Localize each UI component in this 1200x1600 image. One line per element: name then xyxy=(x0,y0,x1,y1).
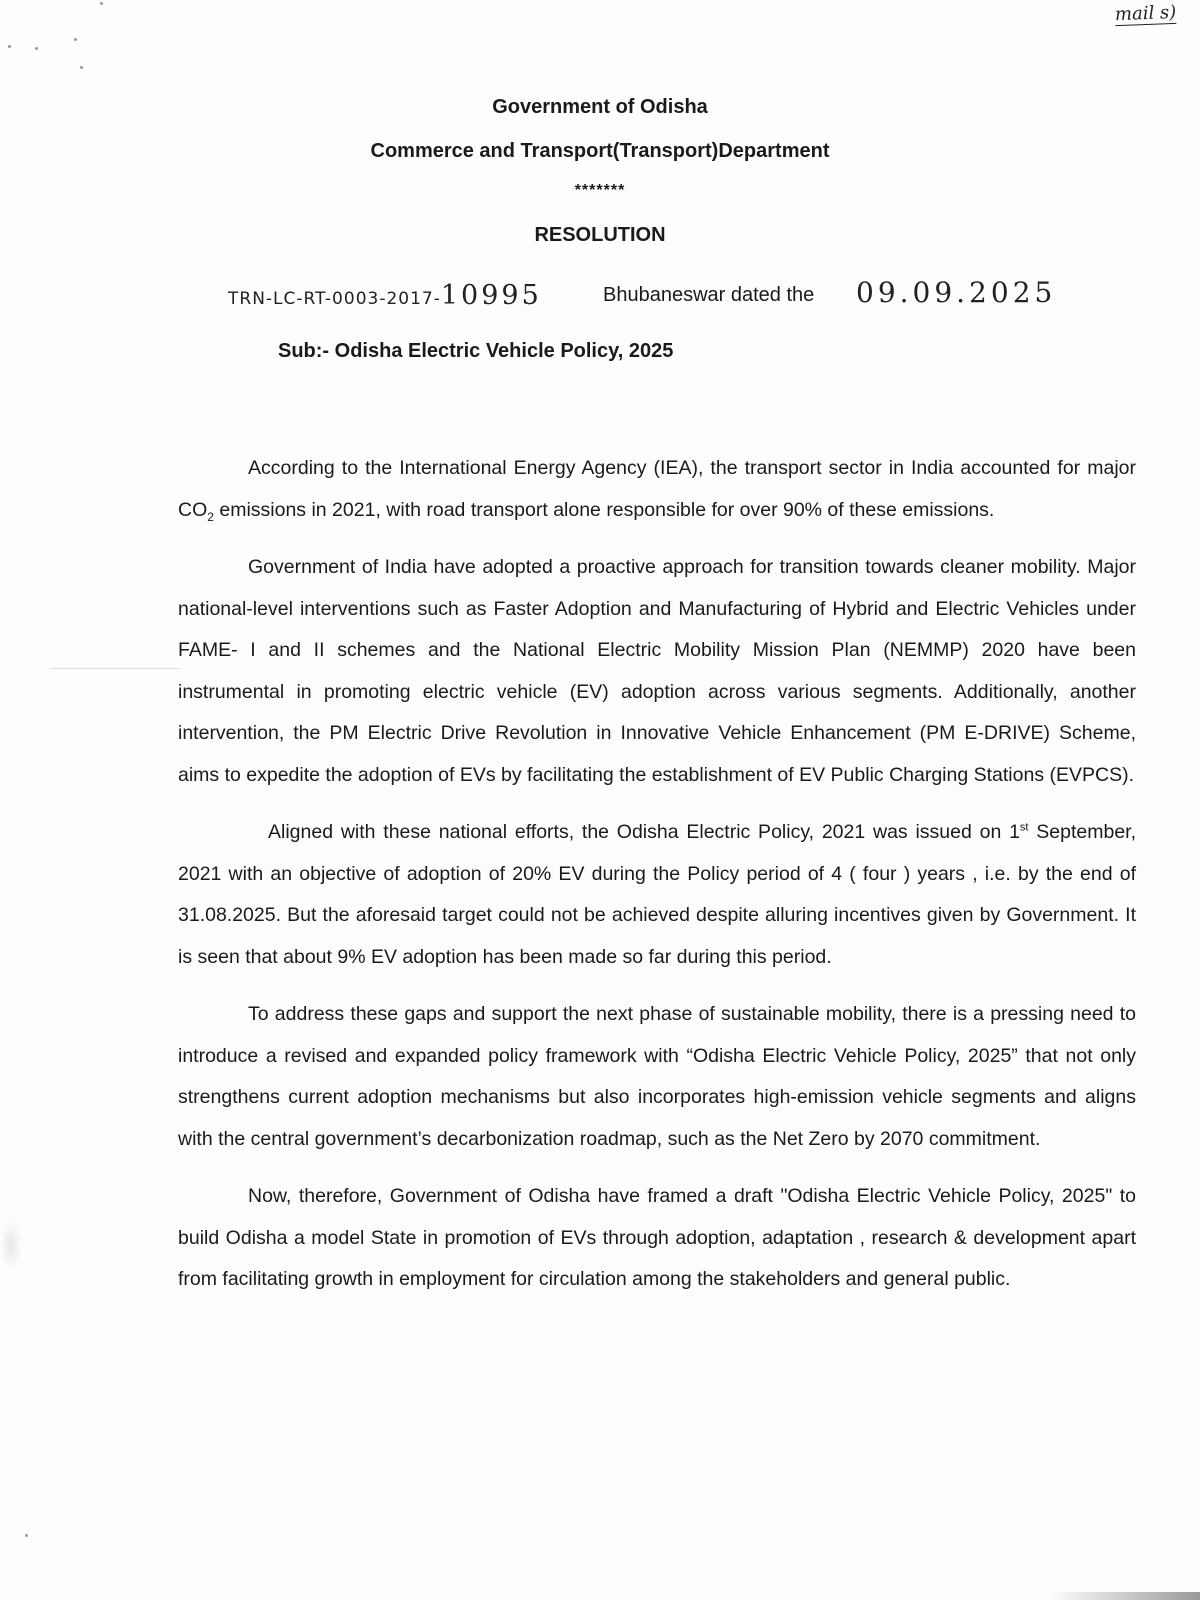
government-heading: Government of Odisha xyxy=(492,96,708,118)
paragraph-text: According to the International Energy Agency (IEA), the transport sector in India accounted for major CO xyxy=(178,457,1136,521)
scan-speck xyxy=(25,1534,28,1537)
paragraph-2: Government of India have adopted a proactive approach for transition towards cleaner mobility. Major national-level interventions such as Faster Adoption and Manufacturing of Hybrid and Electric Vehicles under FAME- I and II schemes and the National Electric Mobility Mission Plan (NEMMP) 2020 have been instrumental in promoting electric vehicle (EV) adoption across various segments. Additionally, another intervention, the PM Electric Drive Revolution in Innovative Vehicle Enhancement (PM E-DRIVE) Scheme, aims to expedite the adoption of EVs by facilitating the establishment of EV Public Charging Stations (EVPCS). xyxy=(178,556,1136,786)
resolution-title: RESOLUTION xyxy=(534,224,666,246)
paragraph-text: Aligned with these national efforts, the Odisha Electric Policy, 2021 was issued on 1 xyxy=(268,821,1020,843)
paragraph-1 xyxy=(178,448,1136,531)
department-heading: Commerce and Transport(Transport)Department xyxy=(370,140,830,162)
handwritten-date: 09.09.2025 xyxy=(856,276,1057,309)
scan-speck xyxy=(35,47,38,50)
reference-number xyxy=(228,280,542,311)
reference-line xyxy=(228,276,1078,316)
scan-speck xyxy=(100,2,103,5)
reference-number-suffix: 10995 xyxy=(440,280,542,311)
paragraph-text: emissions in 2021, with road transport alone responsible for over 90% of these emissions. xyxy=(213,498,995,521)
scan-smudge xyxy=(0,1220,22,1270)
handwritten-annotation: mail s) xyxy=(1114,1,1177,26)
separator: ******* xyxy=(574,182,626,199)
reference-number-prefix: TRN-LC-RT-0003-2017- xyxy=(228,289,441,309)
scan-speck xyxy=(80,66,83,69)
scan-artifact xyxy=(50,668,180,669)
scan-speck xyxy=(74,38,77,41)
paragraph-5: Now, therefore, Government of Odisha have framed a draft "Odisha Electric Vehicle Policy, 2025" to build Odisha a model State in promotion of EVs through adoption, adaptation , research & development apart from facilitating growth in employment for circulation among the stakeholders and general public. xyxy=(178,1185,1136,1290)
superscript: st xyxy=(1019,821,1029,834)
subscript: 2 xyxy=(207,509,214,524)
paragraph-text: September, 2021 with an objective of adoption of 20% EV during the Policy period of 4 ( four ) years , i.e. by the end of 31.08.2025. But the aforesaid target could not be achieved despite alluring incentives given by Government. It is seen that about 9% EV adoption has been made so far during this period. xyxy=(178,821,1136,968)
paragraph-3 xyxy=(178,812,1136,978)
paragraph-4: To address these gaps and support the next phase of sustainable mobility, there is a pressing need to introduce a revised and expanded policy framework with “Odisha Electric Vehicle Policy, 2025” that not only strengthens current adoption mechanisms but also incorporates high-emission vehicle segments and aligns with the central government’s decarbonization roadmap, such as the Net Zero by 2070 commitment. xyxy=(178,1003,1136,1150)
resolution-body xyxy=(178,448,1136,1317)
scan-speck xyxy=(8,45,11,48)
place-text: Bhubaneswar dated the xyxy=(603,284,815,306)
scan-edge xyxy=(1050,1592,1200,1600)
subject-line: Sub:- Odisha Electric Vehicle Policy, 2025 xyxy=(278,340,674,362)
